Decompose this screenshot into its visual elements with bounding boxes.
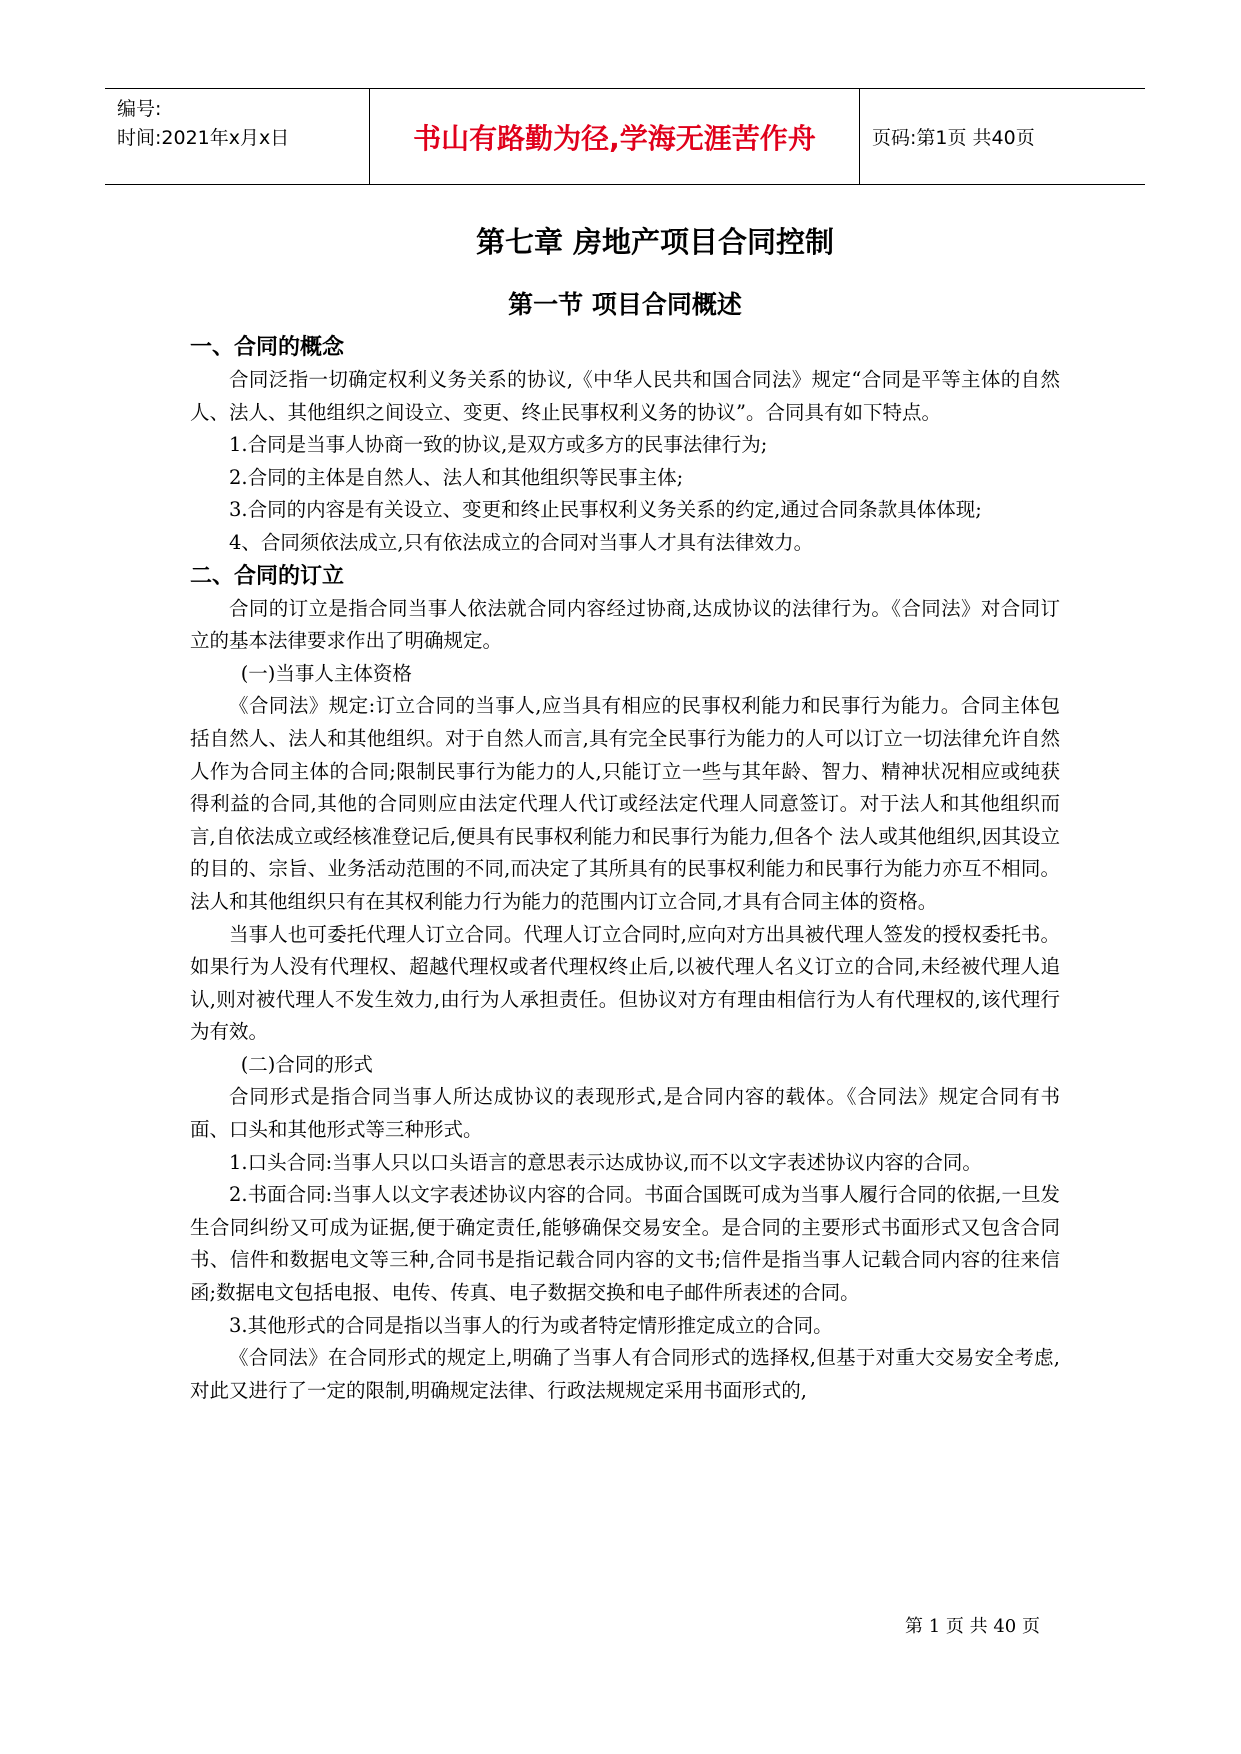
section-title: 第一节 项目合同概述 — [508, 290, 742, 319]
subheading: (一)当事人主体资格 — [240, 661, 412, 685]
header-meta — [105, 89, 370, 184]
paragraph: 合同的订立是指合同当事人依法就合同内容经过协商,达成协议的法律行为。《合同法》对合同订立的基本法律要求作出了明确规定。 — [190, 596, 1060, 653]
list-item: 3.其他形式的合同是指以当事人的行为或者特定情形推定成立的合同。 — [229, 1313, 833, 1337]
chapter-title: 第七章 房地产项目合同控制 — [475, 225, 835, 259]
heading-concept: 一、合同的概念 — [190, 335, 345, 360]
list-item: 2.书面合同:当事人以文字表述协议内容的合同。书面合国既可成为当事人履行合同的依据,一旦发生合同纠纷又可成为证据,便于确定责任,能够确保交易安全。是合同的主要形式书面形式又包含合同书、信件和数据电文等三种,合同书是指记载合同内容的文书;信件是指当事人记载合同内容的往来信函;数据电文包括电报、电传、传真、电子数据交换和电子邮件所表述的合同。 — [190, 1183, 1060, 1305]
heading-formation: 二、合同的订立 — [190, 563, 345, 589]
paragraph: 当事人也可委托代理人订立合同。代理人订立合同时,应向对方出具被代理人签发的授权委托书。如果行为人没有代理权、超越代理权或者代理权终止后,以被代理人名义订立的合同,未经被代理人追认,则对被代理人不发生效力,由行为人承担责任。但协议对方有理由相信行为人有代理权的,该代理行为有效。 — [190, 922, 1060, 1044]
document-number: 编号: — [117, 98, 162, 120]
list-item: 2.合同的主体是自然人、法人和其他组织等民事主体; — [229, 465, 684, 489]
paragraph: 《合同法》在合同形式的规定上,明确了当事人有合同形式的选择权,但基于对重大交易安全考虑,对此又进行了一定的限制,明确规定法律、行政法规规定采用书面形式的, — [190, 1346, 1060, 1402]
list-item: 4、合同须依法成立,只有依法成立的合同对当事人才具有法律效力。 — [229, 530, 814, 554]
list-item: 1.口头合同:当事人只以口头语言的意思表示达成协议,而不以文字表述协议内容的合同。 — [229, 1150, 982, 1174]
paragraph: 合同形式是指合同当事人所达成协议的表现形式,是合同内容的载体。《合同法》规定合同有书面、口头和其他形式等三种形式。 — [190, 1085, 1060, 1142]
list-item: 1.合同是当事人协商一致的协议,是双方或多方的民事法律行为; — [229, 433, 768, 457]
page-footer: 第 1 页 共 40 页 — [905, 1616, 1040, 1637]
paragraph: 合同泛指一切确定权利义务关系的协议,《中华人民共和国合同法》规定“合同是平等主体的自然人、法人、其他组织之间设立、变更、终止民事权利义务的协议”。合同具有如下特点。 — [190, 368, 1060, 424]
document-body — [190, 220, 1060, 1407]
header-motto: 书山有路勤为径,学海无涯苦作舟 — [370, 89, 860, 184]
paragraph: 《合同法》规定:订立合同的当事人,应当具有相应的民事权利能力和民事行为能力。合同主体包括自然人、法人和其他组织。对于自然人而言,具有完全民事行为能力的人可以订立一切法律允许自然人作为合同主体的合同;限制民事行为能力的人,只能订立一些与其年龄、智力、精神状况相应或纯获得利益的合同,其他的合同则应由法定代理人代订或经法定代理人同意签订。对于法人和其他组织而言,自依法成立或经核准登记后,便具有民事权利能力和民事行为能力,但各个 法人或其他组织,因其设立的目的、宗旨、业务活动范围的不同,而决定了其所具有的民事权利能力和民事行为能力亦互不相同。法人和其他组织只有在其权利能力行为能力的范围内订立合同,才具有合同主体的资格。 — [190, 694, 1060, 913]
list-item: 3.合同的内容是有关设立、变更和终止民事权利义务关系的约定,通过合同条款具体体现; — [229, 498, 982, 522]
page-header — [105, 88, 1145, 185]
header-page-number: 页码:第1页 共40页 — [872, 127, 1035, 149]
document-time: 时间:2021年x月x日 — [117, 127, 290, 149]
subheading: (二)合同的形式 — [240, 1052, 373, 1076]
